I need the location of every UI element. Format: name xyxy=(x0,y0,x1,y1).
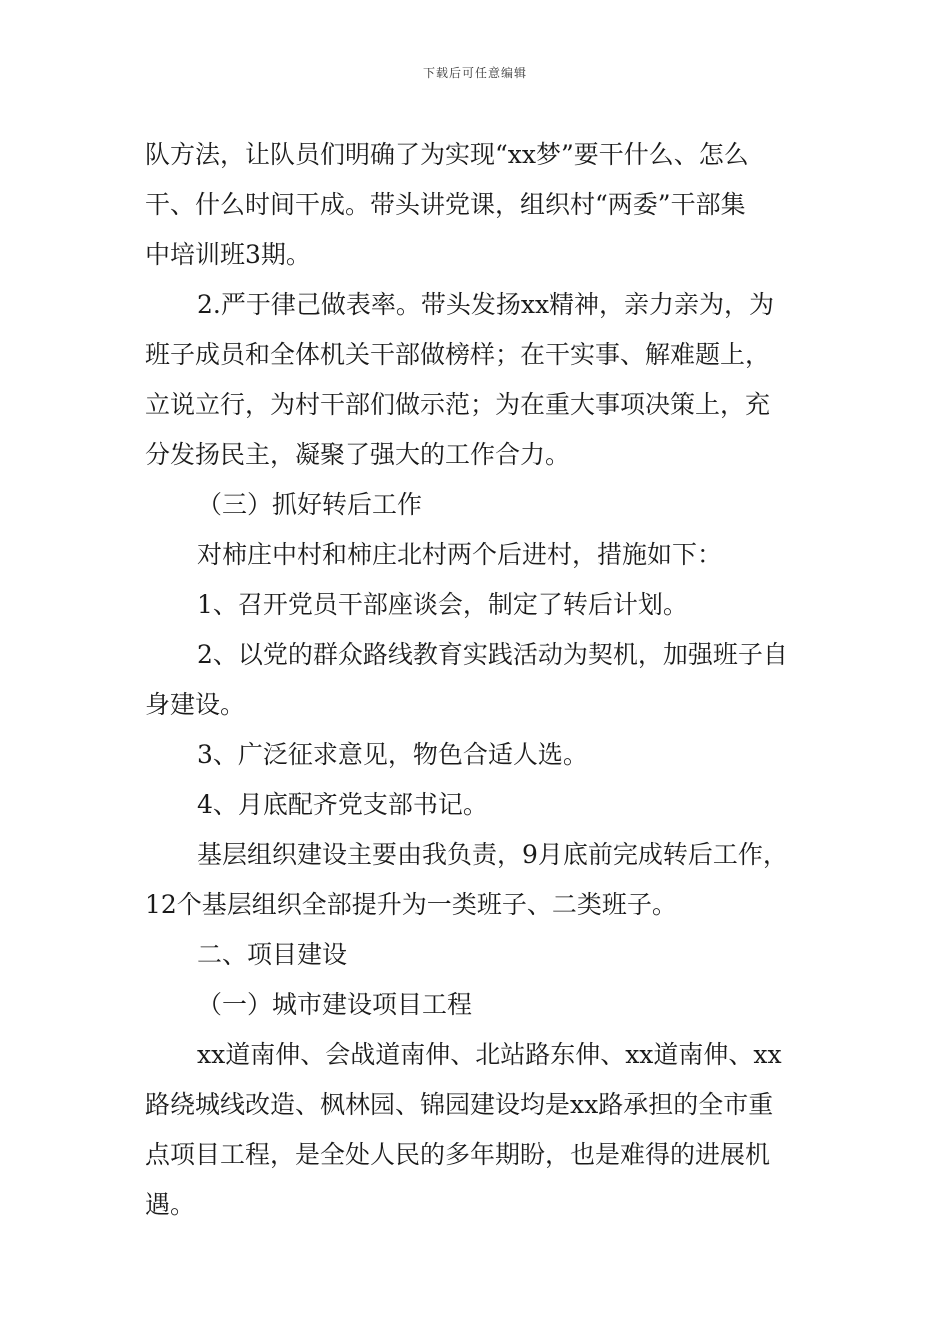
subsection-heading: （一）城市建设项目工程 xyxy=(197,990,473,1019)
paragraph-line: 队方法，让队员们明确了为实现“xx梦”要干什么、怎么 xyxy=(145,140,749,169)
document-body xyxy=(145,130,810,1230)
list-item: 3、广泛征求意见，物色合适人选。 xyxy=(197,740,588,769)
list-item: 4、月底配齐党支部书记。 xyxy=(197,790,488,819)
paragraph-line: xx道南伸、会战道南伸、北站路东伸、xx道南伸、xx xyxy=(197,1040,782,1069)
section-heading: 二、项目建设 xyxy=(197,940,348,969)
paragraph-line: 12个基层组织全部提升为一类班子、二类班子。 xyxy=(145,890,677,919)
paragraph-line: 干、什么时间干成。带头讲党课，组织村“两委”干部集 xyxy=(145,190,746,219)
paragraph-line: 2.严于律己做表率。带头发扬xx精神，亲力亲为，为 xyxy=(197,290,775,319)
paragraph-line: 分发扬民主，凝聚了强大的工作合力。 xyxy=(145,440,571,469)
list-item-continuation: 身建设。 xyxy=(145,690,246,719)
list-item: 2、以党的群众路线教育实践活动为契机，加强班子自 xyxy=(197,640,788,669)
paragraph-line: 路绕城线改造、枫林园、锦园建设均是xx路承担的全市重 xyxy=(145,1090,774,1119)
paragraph-line: 立说立行，为村干部们做示范；为在重大事项决策上，充 xyxy=(145,390,771,419)
paragraph-line: 中培训班3期。 xyxy=(145,240,311,269)
paragraph-line: 遇。 xyxy=(145,1190,196,1219)
paragraph-line: 基层组织建设主要由我负责，9月底前完成转后工作， xyxy=(197,840,788,869)
page-header: 下载后可任意编辑 xyxy=(422,66,527,80)
paragraph-line: 对柿庄中村和柿庄北村两个后进村，措施如下： xyxy=(197,540,723,569)
paragraph-line: 点项目工程，是全处人民的多年期盼，也是难得的进展机 xyxy=(145,1140,771,1169)
section-heading: （三）抓好转后工作 xyxy=(197,490,423,519)
list-item: 1、召开党员干部座谈会，制定了转后计划。 xyxy=(197,590,688,619)
paragraph-line: 班子成员和全体机关干部做榜样；在干实事、解难题上， xyxy=(145,340,771,369)
